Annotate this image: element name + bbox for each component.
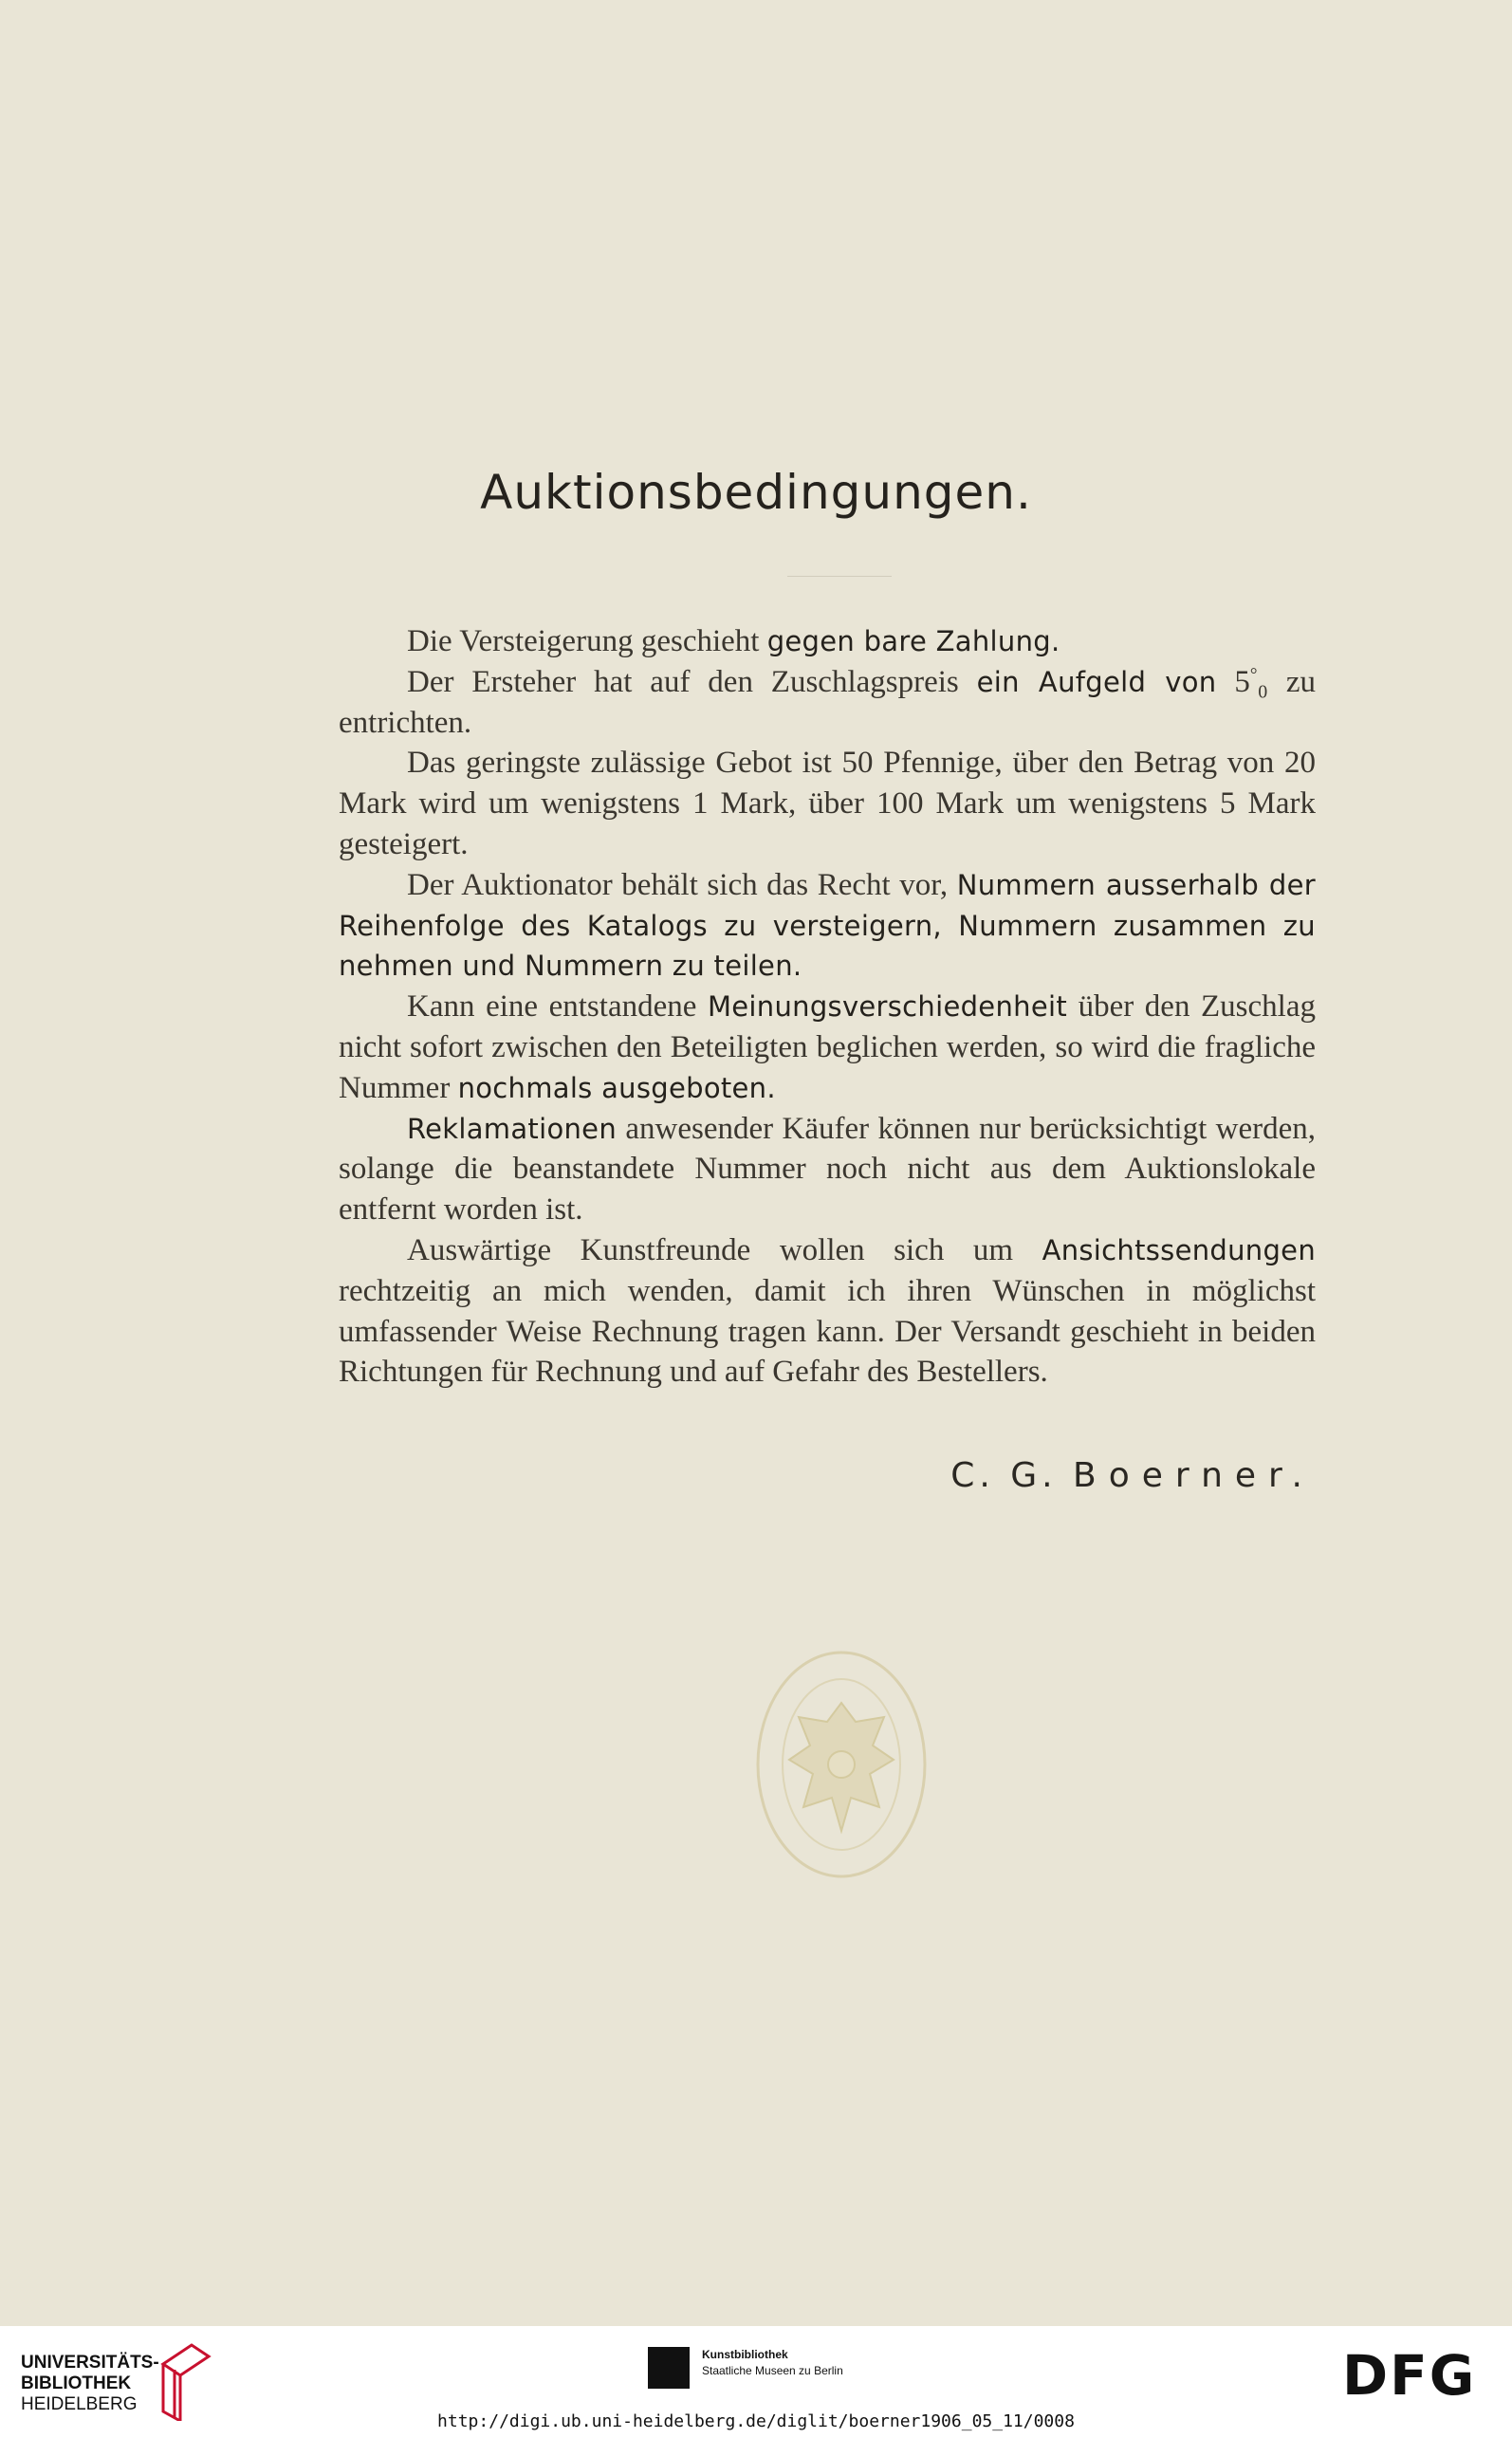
signature — [950, 1456, 1315, 1495]
text-run: Der Auktionator behält sich das Recht vor, — [407, 867, 957, 902]
ub-line3: HEIDELBERG — [21, 2394, 138, 2414]
permalink-url[interactable]: http://digi.ub.uni-heidelberg.de/diglit/boerner1906_05_11/0008 — [437, 2411, 1075, 2431]
signature-name: Boerner. — [1073, 1456, 1315, 1495]
emphasized-text: Meinungsverschiedenheit — [707, 990, 1067, 1024]
text-run: Auswärtige Kunstfreunde wollen sich um — [407, 1232, 1042, 1267]
ub-line1: UNIVERSITÄTS- — [21, 2353, 159, 2373]
condition-paragraph — [339, 743, 1316, 864]
title-divider — [787, 576, 892, 577]
ub-line2: BIBLIOTHEK — [21, 2373, 132, 2393]
condition-paragraph — [339, 1109, 1316, 1230]
text-run: Kann eine entstandene — [407, 989, 708, 1025]
condition-paragraph — [339, 987, 1316, 1108]
superscript: ° — [1249, 664, 1258, 685]
emphasized-text: Reklamationen — [407, 1112, 618, 1145]
conditions-text — [339, 621, 1316, 1393]
kunstbibliothek-logo-icon — [648, 2347, 690, 2389]
signature-initials: C. G. — [950, 1456, 1058, 1495]
text-run: 5 — [1216, 664, 1250, 699]
ub-heidelberg-logo — [21, 2353, 159, 2415]
kunstbibliothek-label — [702, 2347, 843, 2379]
library-seal-eagle-icon — [751, 1646, 931, 1883]
text-run: Das geringste zulässige Gebot ist 50 Pfennige, über den Betrag von 20 Mark wird um wenigstens 1 Mark, über 100 Mark um wenigstens 5 Mark gesteigert. — [339, 746, 1316, 861]
condition-paragraph — [339, 662, 1316, 744]
emphasized-text: ein Aufgeld von — [976, 665, 1217, 698]
text-run: rechtzeitig an mich wenden, damit ich ihren Wünschen in möglichst umfassender Weise Rechnung tragen kann. Der Versandt geschieht in beiden Richtungen für Rechnung und auf Gefahr des Bestellers. — [339, 1273, 1316, 1390]
condition-paragraph — [339, 621, 1316, 662]
kb-line2: Staatliche Museen zu Berlin — [702, 2364, 843, 2377]
footer-bar — [0, 2326, 1512, 2438]
ub-heidelberg-icon — [154, 2336, 214, 2421]
text-run: Die Versteigerung geschieht — [407, 624, 767, 658]
text-run: Der Ersteher hat auf den Zuschlagspreis — [407, 664, 977, 699]
emphasized-text: Nummern ausserhalb der Reihenfolge des Katalogs zu versteigern, Nummern zusammen zu nehmen und Nummern zu teilen. — [339, 868, 1316, 983]
condition-paragraph — [339, 865, 1316, 987]
dfg-logo: DFG — [1342, 2343, 1477, 2408]
text-run: über den Zuschlag nicht sofort zwischen den Beteiligten beglichen werden, so wird die fragliche Nummer — [339, 989, 1316, 1105]
emphasized-text: nochmals ausgeboten. — [457, 1071, 776, 1104]
emphasized-text: gegen bare Zahlung. — [766, 625, 1060, 657]
condition-paragraph — [339, 1230, 1316, 1393]
page-title: Auktionsbedingungen. — [480, 465, 1032, 520]
kb-line1: Kunstbibliothek — [702, 2348, 788, 2361]
emphasized-text: Ansichtssendungen — [1042, 1233, 1316, 1266]
text-run: anwesender Käufer können nur berücksichtigt werden, solange die beanstandete Nummer noch nicht aus dem Auktionslokale entfernt worden ist. — [339, 1111, 1316, 1228]
text-run: ₀ zu entrichten. — [339, 664, 1316, 740]
